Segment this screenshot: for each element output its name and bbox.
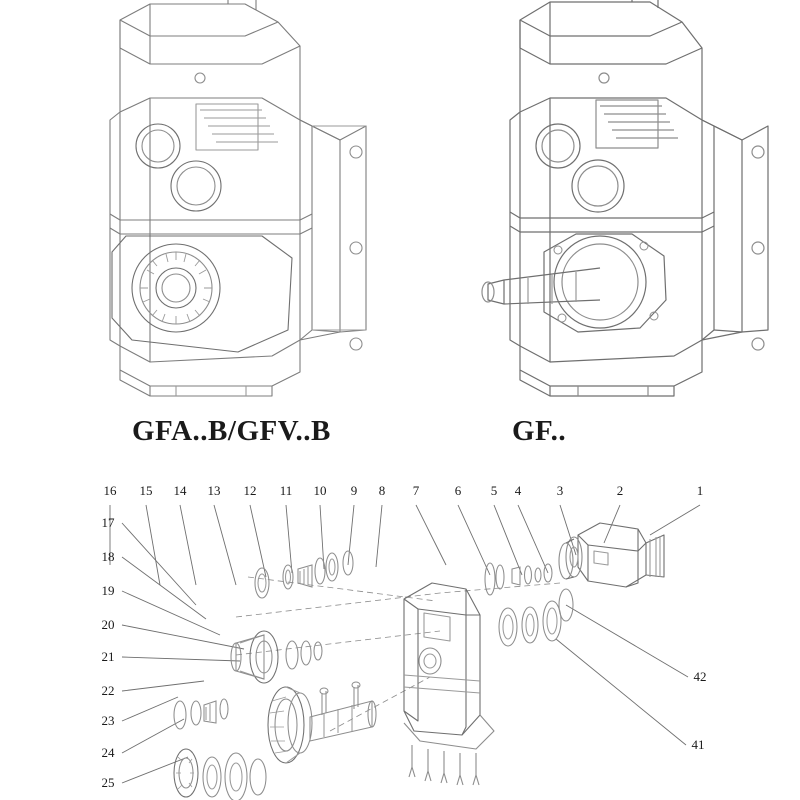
callout-4: 4 — [514, 483, 522, 498]
callout-22: 22 — [101, 683, 115, 698]
callout-5: 5 — [490, 483, 498, 498]
callout-8: 8 — [378, 483, 386, 498]
callout-21: 21 — [101, 649, 115, 664]
callout-41: 41 — [691, 737, 705, 752]
callout-23: 23 — [101, 713, 115, 728]
callout-3: 3 — [556, 483, 564, 498]
right-gearbox-view — [400, 0, 800, 400]
callout-6: 6 — [454, 483, 462, 498]
caption-left-model: GFA..B/GFV..B — [132, 415, 331, 447]
callout-42: 42 — [693, 669, 707, 684]
left-gearbox-view — [0, 0, 400, 400]
callout-14: 14 — [173, 483, 187, 498]
callout-11: 11 — [279, 483, 293, 498]
callout-25: 25 — [101, 775, 115, 790]
callout-24: 24 — [101, 745, 115, 760]
callout-12: 12 — [243, 483, 257, 498]
caption-right-model: GF.. — [512, 415, 567, 447]
callout-1: 1 — [696, 483, 704, 498]
callout-17: 17 — [101, 515, 115, 530]
callout-16: 16 — [103, 483, 117, 498]
callout-10: 10 — [313, 483, 327, 498]
callout-9: 9 — [350, 483, 358, 498]
callout-2: 2 — [616, 483, 624, 498]
callout-7: 7 — [412, 483, 420, 498]
callout-13: 13 — [207, 483, 221, 498]
callout-19: 19 — [101, 583, 115, 598]
exploded-parts-diagram — [0, 465, 800, 800]
callout-20: 20 — [101, 617, 115, 632]
callout-18: 18 — [101, 549, 115, 564]
callout-15: 15 — [139, 483, 153, 498]
